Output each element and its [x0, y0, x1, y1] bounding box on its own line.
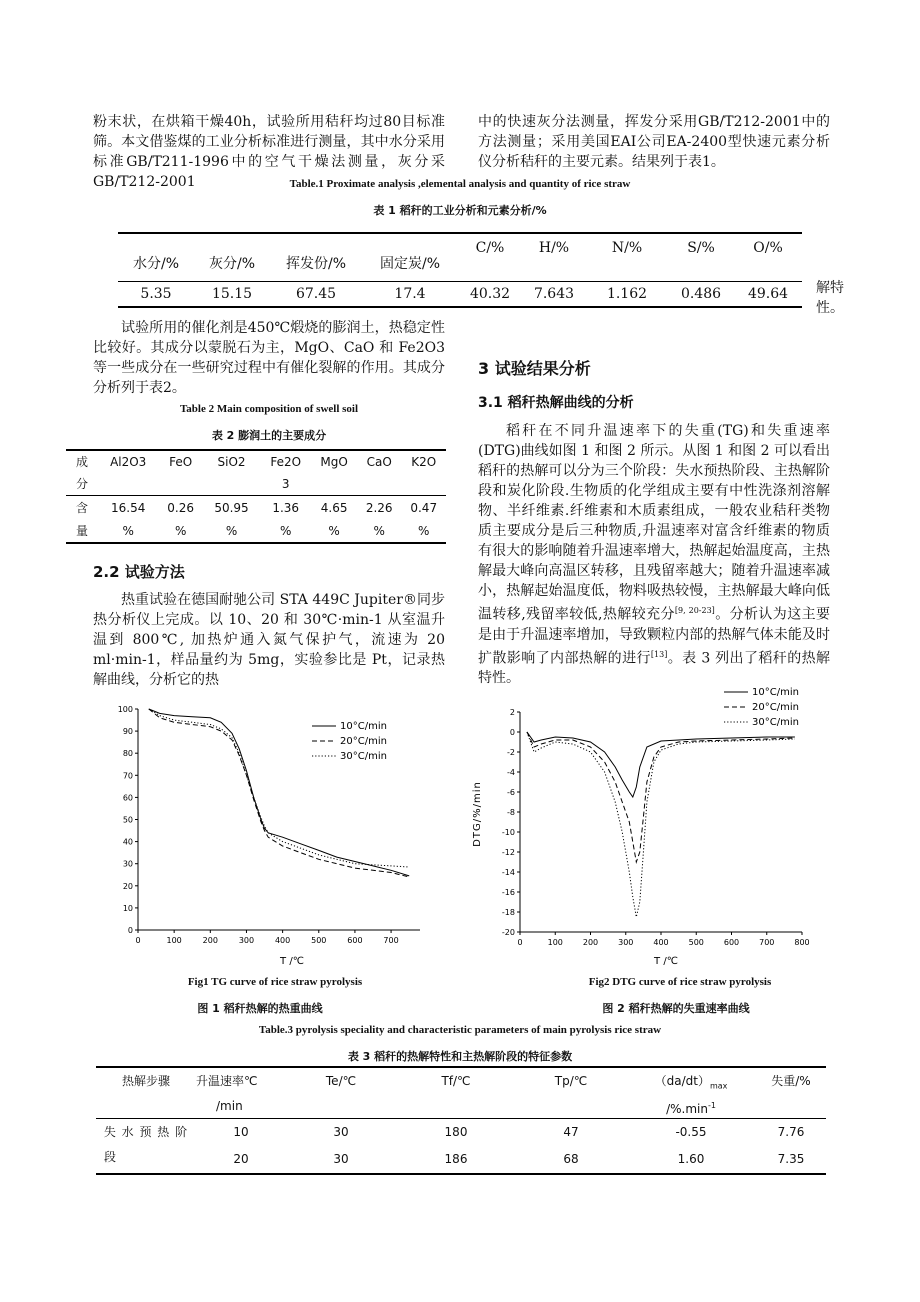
table3-header-cell: Tp/℃: [554, 1074, 588, 1088]
table3-header-cell: 失重/%: [771, 1074, 811, 1088]
dtg-legend-label: 30°C/min: [752, 717, 799, 728]
tg-y-tick-label: 100: [117, 705, 133, 714]
table2-row-label: 量: [75, 524, 88, 538]
table2-unit: %: [328, 524, 340, 538]
tg-series-line: [149, 709, 409, 877]
dtg-x-axis-label: T /℃: [654, 956, 678, 967]
table1-header-cell: C/%: [475, 240, 505, 256]
table3-row: [96, 1145, 826, 1174]
table3-header-sub: max: [709, 1081, 728, 1091]
paragraph-text: 。表 3 列出了稻秆的热解特性。: [478, 650, 831, 687]
table2-component-cont: [158, 473, 203, 495]
table3-row: [96, 1119, 826, 1146]
table3-cell: -0.55: [675, 1125, 707, 1139]
table2-unit: %: [225, 524, 238, 538]
dtg-axes: [502, 708, 810, 947]
dtg-x-tick-label: 400: [653, 938, 669, 947]
table2-unit: %: [280, 524, 292, 538]
table3-cell: 7.35: [777, 1152, 805, 1166]
table2-row-label: 成: [75, 455, 88, 469]
tg-x-tick-label: 700: [383, 936, 399, 945]
dtg-y-tick-label: 0: [509, 728, 515, 737]
table1-header-cell: 水分/%: [132, 255, 180, 272]
side-note: 解特性。: [816, 280, 844, 316]
table2-unit: %: [418, 524, 430, 538]
table3-header-sup: -1: [707, 1101, 716, 1110]
table2-caption-en: Table 2 Main composition of swell soil: [179, 403, 359, 415]
tg-chart: [100, 698, 430, 970]
table3-cell: 20: [233, 1152, 249, 1166]
table2-content: 2.26: [365, 501, 393, 515]
table3-header-cell: Tf/℃: [441, 1074, 471, 1088]
tg-y-tick-label: 80: [122, 749, 133, 759]
dtg-chart: [466, 684, 822, 970]
table2-component: MgO: [320, 455, 348, 469]
table2-component-cont: [401, 473, 446, 495]
table3-header-cell: 热解步骤: [121, 1074, 170, 1088]
table1-header-row: [118, 233, 802, 281]
table2-component-cont: 3: [281, 477, 290, 491]
left-paragraph-1-text: 粉末状，在烘箱干燥40h，试验所用秸秆均过80目标准筛。本文借鉴煤的工业分析标准进行测量，其中水分采用标准GB/T211-1996中的空气干燥法测量，灰分采GB/T212-2001: [93, 114, 445, 190]
table3-header-row: [96, 1067, 826, 1119]
dtg-legend-label: 20°C/min: [752, 702, 799, 713]
table2-component-cont: [203, 473, 260, 495]
table3-header-cell: （da/dt）: [654, 1074, 710, 1088]
table3-cell: 10: [233, 1125, 249, 1139]
left-paragraph-2: [93, 318, 445, 398]
right-paragraph-2: [478, 421, 830, 688]
table3-cell: 47: [563, 1125, 579, 1139]
left-paragraph-3: [93, 590, 445, 690]
tg-y-tick-label: 10: [122, 903, 133, 913]
table3-stage-label: 失 水 预 热 阶: [103, 1125, 189, 1139]
table2-component-cont: [311, 473, 357, 495]
table1-header-cell: H/%: [538, 240, 570, 256]
dtg-x-tick-label: 0: [517, 938, 523, 947]
table1-header-cell: 固定炭/%: [379, 255, 441, 272]
table2-component: Fe2O: [270, 455, 302, 469]
dtg-y-tick-label: -4: [507, 768, 515, 777]
table2-component: K2O: [411, 455, 437, 469]
tg-y-tick-label: 0: [127, 926, 133, 935]
dtg-lines: [527, 732, 795, 917]
table2-unit: %: [174, 524, 187, 538]
table2-unit: %: [373, 524, 385, 538]
table3-caption-en: Table.3 pyrolysis speciality and characteristic parameters of main pyrolysis rice straw: [258, 1024, 662, 1036]
dtg-x-tick-label: 500: [688, 938, 704, 947]
table2-content: 1.36: [272, 501, 300, 515]
dtg-y-tick-label: -10: [501, 828, 515, 837]
table1: [118, 232, 802, 308]
dtg-y-tick-label: -14: [501, 868, 515, 877]
table1-header-cell: 灰分/%: [208, 255, 256, 272]
table2-row-label: 分: [75, 477, 88, 491]
table2-row-label: 含: [75, 501, 88, 515]
table3-header-unit: /min: [216, 1099, 243, 1113]
dtg-legend-label: 10°C/min: [752, 687, 799, 698]
table2-caption-zh: 表 2 膨润土的主要成分: [211, 429, 327, 442]
tg-x-tick-label: 100: [166, 936, 182, 945]
citation: [9, 20-23]: [674, 606, 715, 615]
tg-x-tick-label: 300: [238, 936, 255, 945]
table1-caption-zh: 表 1 稻秆的工业分析和元素分析/%: [373, 204, 547, 217]
dtg-x-tick-label: 100: [547, 938, 563, 947]
dtg-y-tick-label: -16: [501, 888, 515, 897]
section-heading-3-1: 3.1 稻秆热解曲线的分析: [478, 395, 634, 411]
table2-component-row: [66, 450, 446, 496]
tg-y-tick-label: 20: [122, 881, 133, 891]
table1-value-cell: 15.15: [211, 285, 253, 302]
table3-header-cell: Te/℃: [325, 1074, 357, 1088]
dtg-y-tick-label: -18: [501, 908, 515, 917]
dtg-y-tick-label: -6: [507, 788, 515, 797]
table1-value-cell: 49.64: [747, 285, 789, 302]
dtg-legend: [724, 687, 799, 728]
dtg-y-tick-label: -8: [507, 808, 515, 817]
table2-content: 0.47: [410, 501, 438, 515]
section-heading-3: 3 试验结果分析: [478, 359, 591, 378]
table1-value-cell: 0.486: [680, 285, 722, 302]
table3-cell: 1.60: [677, 1152, 705, 1166]
table3: [96, 1066, 826, 1175]
tg-x-axis-label: T /℃: [280, 956, 304, 967]
table3-stage-label: 段: [104, 1150, 117, 1164]
table3-cell: 7.76: [777, 1125, 805, 1139]
tg-x-tick-label: 400: [274, 936, 291, 945]
tg-y-tick-label: 50: [122, 815, 133, 825]
table1-caption-en: Table.1 Proximate analysis ,elemental analysis and quantity of rice straw: [289, 178, 631, 190]
tg-y-tick-label: 70: [122, 771, 133, 781]
left-paragraph-2-text: 试验所用的催化剂是450℃煅烧的膨润土，热稳定性比较好。其成分以蒙脱石为主，MgO、CaO 和 Fe2O3 等一些成分在一些研究过程中有催化裂解的作用。其成分分析列于表2。: [93, 320, 445, 396]
table3-caption-zh: 表 3 稻秆的热解特性和主热解阶段的特征参数: [347, 1050, 573, 1063]
table3-cell: 186: [444, 1152, 468, 1166]
table2-content: 4.65: [320, 501, 348, 515]
right-paragraph-1-text: 中的快速灰分法测量，挥发分采用GB/T212-2001中的方法测量；采用美国EAI公司EA-2400型快速元素分析仪分析秸秆的主要元素。结果列于表1。: [478, 114, 830, 170]
table3-header-cell: 升温速率℃: [196, 1074, 258, 1088]
table1-value-cell: 7.643: [533, 285, 575, 302]
tg-y-tick-label: 30: [122, 859, 133, 869]
table2-component: CaO: [366, 455, 392, 469]
tg-legend-label: 10°C/min: [340, 721, 387, 732]
tg-legend: [312, 721, 387, 762]
table1-header-cell: N/%: [611, 240, 643, 256]
table2-content: 50.95: [214, 501, 249, 515]
right-paragraph-1: [478, 112, 830, 172]
table3-cell: 180: [444, 1125, 468, 1139]
table2-component: Al2O3: [110, 455, 147, 469]
figure1-caption-zh: 图 1 稻秆热解的热重曲线: [197, 1002, 323, 1015]
table2-component: SiO2: [217, 455, 246, 469]
table1-header-cell: O/%: [753, 240, 783, 256]
table2-content-row: [66, 496, 446, 544]
table3-cell: 30: [333, 1125, 349, 1139]
dtg-y-tick-label: -12: [501, 848, 515, 857]
section-heading-2-2: 2.2 试验方法: [93, 563, 185, 581]
left-paragraph-3-text: 热重试验在德国耐驰公司 STA 449C Jupiter®同步热分析仪上完成。以 10、20 和 30℃·min-1 从室温升温到 800℃, 加热炉通入氮气保护气，流速为 20 ml·min-1，样品量约为 5mg，实验参比是 Pt，记录热解曲线，分析它的热: [93, 592, 445, 688]
tg-x-tick-label: 0: [135, 936, 141, 945]
paragraph-text: 稻秆在不同升温速率下的失重(TG)和失重速率(DTG)曲线如图 1 和图 2 所示。从图 1 和图 2 可以看出稻秆的热解可以分为三个阶段：失水预热阶段、主热解阶段和炭化阶段.生物质的化学组成主要有中性洗涤剂溶解物、半纤维素.纤维素和木质素组成，一般农业秸秆类物质主要成分是后三种物质,升温速率对富含纤维素的物质有很大的影响随着升温速率增大，热解起始温度高，主热解最大峰向高温区转移，且残留率越大；随着升温速率减小，热解起始温度低，物料吸热较慢，主热解最大峰向低温转移,残留率较低,热解较充分: [478, 423, 830, 623]
dtg-series-line: [527, 732, 795, 917]
table1-header-cell: 挥发份/%: [285, 255, 347, 272]
table1-value-cell: 40.32: [469, 285, 511, 302]
table3-header-unit: /%.min: [666, 1102, 708, 1116]
right-paragraph-2-text: [478, 421, 830, 688]
dtg-x-tick-label: 200: [582, 938, 599, 947]
figure2-caption-en: Fig2 DTG curve of rice straw pyrolysis: [588, 976, 772, 988]
table2-content: 16.54: [111, 501, 146, 515]
dtg-y-tick-label: -20: [501, 928, 515, 937]
table1-header-cell: S/%: [687, 240, 715, 256]
tg-x-tick-label: 600: [347, 936, 363, 945]
tg-legend-label: 30°C/min: [340, 751, 387, 762]
citation: [13]: [650, 649, 668, 659]
tg-y-tick-label: 90: [122, 727, 133, 737]
table3-cell: 68: [563, 1152, 579, 1166]
table2-component-cont: [357, 473, 402, 495]
table1-value-cell: 67.45: [295, 285, 337, 302]
table1-value-cell: 17.4: [394, 285, 426, 302]
table2-content: 0.26: [167, 501, 195, 515]
paragraph-text: 。分析认为这主要是由于升温速率增加，导致颗粒内部的热解气体未能及时扩散影响了内部热解的进行: [478, 606, 830, 667]
table2: [66, 449, 446, 544]
dtg-x-tick-label: 600: [723, 938, 740, 947]
dtg-y-tick-label: 2: [509, 708, 515, 717]
figure1-caption-en: Fig1 TG curve of rice straw pyrolysis: [187, 976, 363, 988]
tg-y-tick-label: 40: [122, 837, 133, 847]
tg-x-tick-label: 200: [202, 936, 218, 945]
tg-series-line: [149, 709, 409, 876]
table2-component-cont: [98, 473, 158, 495]
dtg-y-tick-label: -2: [507, 748, 515, 757]
table3-cell: 30: [333, 1152, 349, 1166]
dtg-x-tick-label: 700: [759, 938, 775, 947]
figure2-caption-zh: 图 2 稻秆热解的失重速率曲线: [602, 1002, 750, 1015]
tg-legend-label: 20°C/min: [340, 736, 387, 747]
table1-value-cell: 5.35: [140, 285, 172, 302]
dtg-series-line: [527, 732, 795, 862]
tg-series-line: [149, 709, 409, 867]
tg-lines: [149, 709, 409, 877]
table1-value-row: [118, 281, 802, 307]
dtg-y-axis-label: DTG/%/min: [472, 781, 483, 847]
tg-y-tick-label: 60: [122, 793, 133, 803]
dtg-series-line: [527, 732, 795, 797]
table2-unit: %: [122, 524, 134, 538]
tg-x-tick-label: 500: [311, 936, 327, 945]
dtg-x-tick-label: 300: [618, 938, 634, 947]
table2-component: FeO: [169, 455, 193, 469]
table1-value-cell: 1.162: [606, 285, 648, 302]
dtg-x-tick-label: 800: [794, 938, 810, 947]
